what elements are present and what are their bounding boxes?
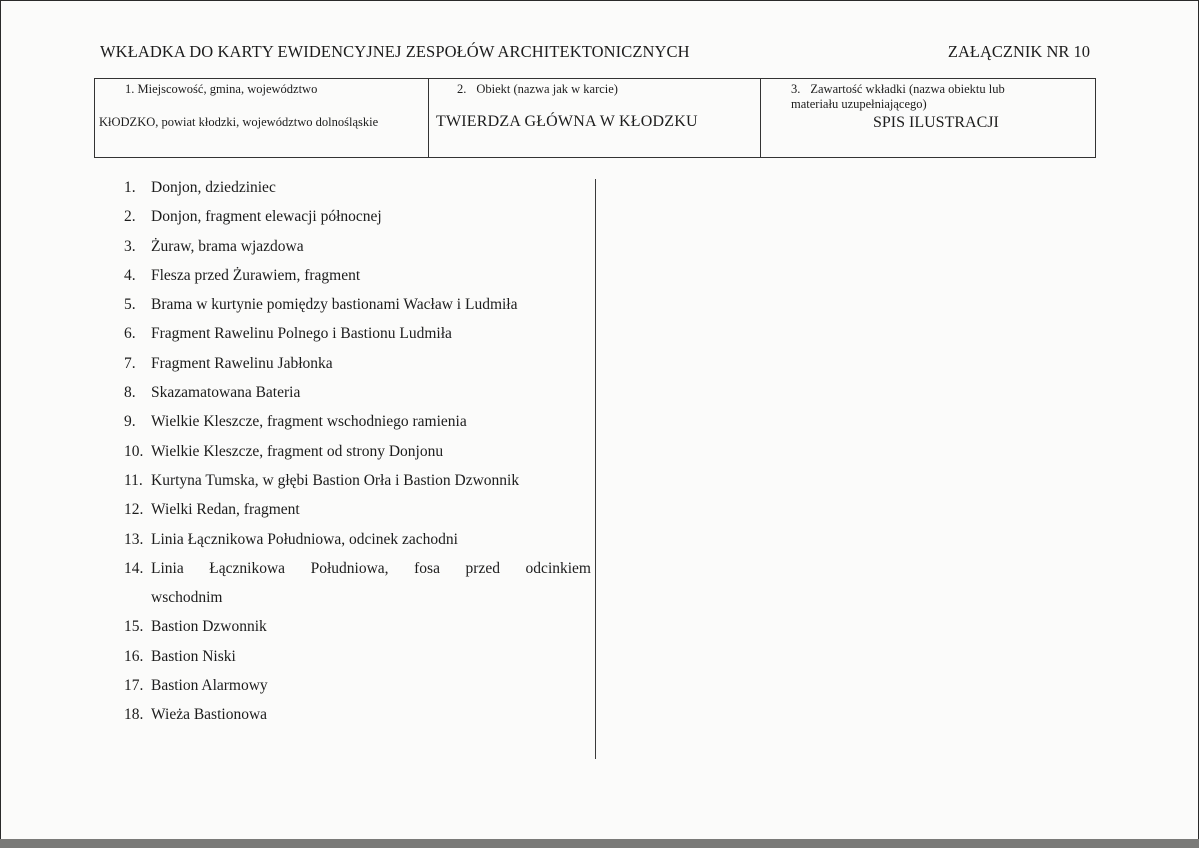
- object-label-number: 2.: [457, 82, 467, 96]
- location-value: KłODZKO, powiat kłodzki, województwo dolnośląskie: [99, 115, 379, 129]
- list-item: [124, 176, 592, 205]
- item-text: Linia Łącznikowa Południowa, odcinek zachodni: [151, 530, 458, 548]
- scan-edge: [0, 839, 1199, 848]
- list-item: [124, 410, 592, 439]
- item-number: 9.: [124, 413, 136, 431]
- object-cell: [429, 79, 761, 157]
- contents-cell: [761, 79, 1095, 157]
- item-text: Wielki Redan, fragment: [151, 501, 300, 519]
- item-number: 10.: [124, 442, 144, 460]
- column-divider: [595, 179, 596, 759]
- item-number: 17.: [124, 677, 144, 695]
- object-value: TWIERDZA GŁÓWNA W KŁODZKU: [436, 113, 698, 130]
- item-text: Wielkie Kleszcze, fragment od strony Donjonu: [151, 442, 444, 460]
- list-item: [124, 674, 592, 703]
- list-item: [124, 322, 592, 351]
- item-number: 3.: [124, 237, 136, 255]
- item-text: Brama w kurtynie pomiędzy bastionami Wacław i Ludmiła: [151, 296, 518, 314]
- item-number: 15.: [124, 618, 144, 636]
- list-item: [124, 645, 592, 674]
- list-item: [124, 703, 592, 732]
- annex-number: ZAŁĄCZNIK NR 10: [947, 42, 1090, 61]
- item-number: 6.: [124, 325, 136, 343]
- item-text: Donjon, fragment elewacji północnej: [151, 208, 382, 226]
- item-text: Flesza przed Żurawiem, fragment: [151, 266, 361, 284]
- item-text: Fragment Rawelinu Polnego i Bastionu Ludmiła: [151, 325, 452, 343]
- object-label-text: Obiekt (nazwa jak w karcie): [476, 82, 618, 96]
- item-number: 18.: [124, 706, 144, 724]
- item-text: Żuraw, brama wjazdowa: [151, 237, 304, 255]
- contents-value: SPIS ILUSTRACJI: [873, 114, 999, 131]
- item-number: 1.: [124, 179, 136, 196]
- item-text: Donjon, dziedziniec: [151, 179, 276, 196]
- item-number: 8.: [124, 384, 136, 402]
- item-number: 13.: [124, 530, 144, 548]
- list-item: [124, 381, 592, 410]
- list-item: [124, 615, 592, 644]
- item-text: Skazamatowana Bateria: [151, 384, 301, 402]
- location-label: 1. Miejscowość, gmina, województwo: [125, 82, 318, 96]
- item-text: Bastion Dzwonnik: [151, 618, 267, 636]
- item-text-continued: wschodnim: [151, 588, 223, 606]
- item-text: Bastion Alarmowy: [151, 677, 268, 695]
- contents-label-text: Zawartość wkładki (nazwa obiektu lub materiału uzupełniającego): [791, 82, 1005, 111]
- item-text: Bastion Niski: [151, 647, 236, 665]
- list-item: [124, 264, 592, 293]
- list-item: [124, 469, 592, 498]
- list-item: [124, 235, 592, 264]
- item-number: 14.: [124, 559, 144, 577]
- object-label: [457, 82, 618, 97]
- item-text: Wieża Bastionowa: [151, 706, 268, 724]
- info-table: [94, 78, 1096, 158]
- list-item: [124, 498, 592, 527]
- item-number: 4.: [124, 266, 136, 284]
- item-number: 7.: [124, 354, 136, 372]
- item-number: 5.: [124, 296, 136, 314]
- list-item: [124, 205, 592, 234]
- item-number: 11.: [124, 471, 143, 489]
- contents-label: [791, 82, 1041, 112]
- list-item: [124, 440, 592, 469]
- item-number: 16.: [124, 647, 144, 665]
- list-item: [124, 352, 592, 381]
- location-cell: [95, 79, 429, 157]
- list-item: [124, 293, 592, 322]
- item-number: 2.: [124, 208, 136, 226]
- contents-label-number: 3.: [791, 82, 801, 96]
- illustration-list: [124, 176, 592, 733]
- item-text: Kurtyna Tumska, w głębi Bastion Orła i Bastion Dzwonnik: [151, 471, 520, 489]
- document-title: WKŁADKA DO KARTY EWIDENCYJNEJ ZESPOŁÓW ARCHITEKTONICZNYCH: [100, 42, 690, 61]
- item-text: Fragment Rawelinu Jabłonka: [151, 354, 333, 372]
- list-item: [124, 557, 592, 616]
- item-number: 12.: [124, 501, 144, 519]
- item-text: Wielkie Kleszcze, fragment wschodniego ramienia: [151, 413, 467, 431]
- list-item: [124, 528, 592, 557]
- item-text: Linia Łącznikowa Południowa, fosa przed odcinkiem: [151, 559, 591, 577]
